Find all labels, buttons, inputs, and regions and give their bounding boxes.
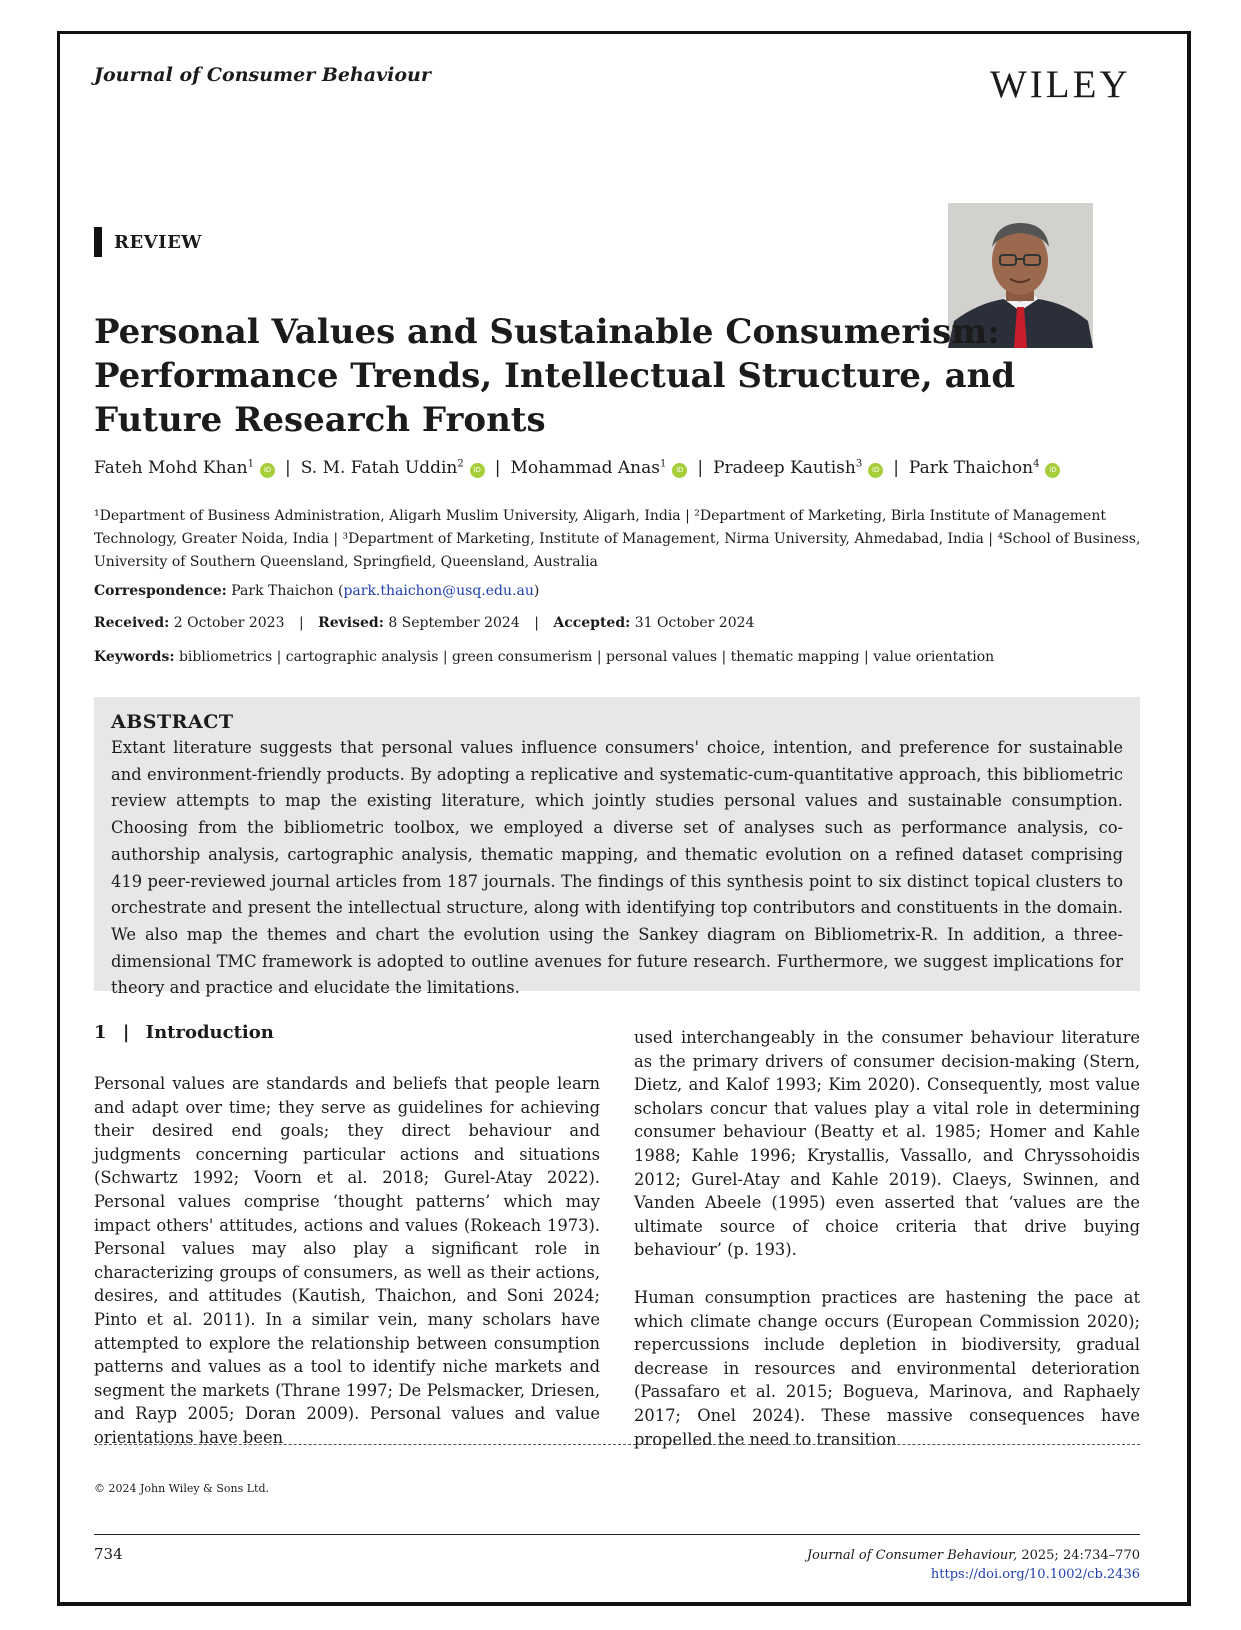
orcid-icon[interactable]: iD — [260, 463, 275, 478]
author-5-name[interactable]: Park Thaichon — [908, 458, 1034, 478]
correspondence-name: Park Thaichon — [231, 583, 334, 599]
accepted-label: Accepted: — [553, 615, 631, 631]
citation-volume: 2025; 24:734–770 — [1021, 1548, 1140, 1563]
keywords-label: Keywords: — [94, 649, 175, 665]
abstract-box — [94, 697, 1140, 998]
author-1-affiliation: 1 — [247, 458, 255, 470]
page-number: 734 — [94, 1545, 123, 1563]
orcid-icon[interactable]: iD — [1045, 463, 1060, 478]
keywords-line — [94, 649, 994, 665]
author-1 — [94, 458, 275, 478]
doi-link[interactable]: https://doi.org/10.1002/cb.2436 — [930, 1567, 1140, 1582]
footer-divider — [94, 1534, 1140, 1535]
article-type-bar — [94, 227, 102, 257]
article-type-tag — [94, 227, 202, 257]
author-4-name[interactable]: Pradeep Kautish — [713, 458, 856, 478]
body-paragraph: Human consumption practices are hastening the pace at which climate change occurs (European Commission 2020); repercussions include depletion in biodiversity, gradual decrease in resources and environmental deterioration (Passafaro et al. 2015; Bogueva, Marinova, and Raphaely 2017; Onel 2024). These massive consequences have propelled the need to transition — [634, 1287, 1140, 1449]
affiliations: ¹Department of Business Administration, Aligarh Muslim University, Aligarh, India | ²Department of Marketing, Birla Institute of Management Technology, Greater Noida, India | ³Department of Marketing, Institute of Management, Nirma University, Ahmedabad, India | ⁴School of Business, University of Southern Queensland, Springfield, Queensland, Australia — [94, 508, 1141, 570]
author-3 — [511, 458, 688, 478]
abstract-text: Extant literature suggests that personal values influence consumers' choice, intention, and preference for sustainable and environment-friendly products. By adopting a replicative and systematic-cum-quantitative approach, this bibliometric review attempts to map the existing literature, which jointly studies personal values and sustainable consumption. Choosing from the bibliometric toolbox, we employed a diverse set of analyses such as performance analysis, co-authorship analysis, cartographic analysis, thematic mapping, and thematic evolution on a refined dataset comprising 419 peer-reviewed journal articles from 187 journals. The findings of this synthesis point to six distinct topical clusters to orchestrate and present the intellectual structure, along with identifying top contributors and constituents in the domain. We also map the themes and chart the evolution using the Sankey diagram on Bibliometrix-R. In addition, a three-dimensional TMC framework is adopted to outline avenues for future research. Furthermore, we suggest implications for theory and practice and elucidate the limitations. — [111, 738, 1123, 998]
journal-citation — [807, 1546, 1140, 1565]
orcid-icon[interactable]: iD — [868, 463, 883, 478]
body-paragraph: used interchangeably in the consumer behaviour literature as the primary drivers of consumer decision-making (Stern, Dietz, and Kalof 1993; Kim 2020). Consequently, most value scholars concur that values play a vital role in determining consumer behaviour (Beatty et al. 1985; Homer and Kahle 1988; Kahle 1996; Krystallis, Vassallo, and Chryssohoidis 2012; Gurel-Atay and Kahle 2019). Claeys, Swinnen, and Vanden Abeele (1995) even asserted that ‘values are the ultimate source of choice criteria that drive buying behaviour’ (p. 193). — [634, 1028, 1140, 1260]
author-3-affiliation: 1 — [659, 458, 667, 470]
section-number: 1 — [94, 1022, 107, 1043]
author-5 — [909, 458, 1061, 478]
received-date: 2 October 2023 — [173, 615, 285, 631]
revised-label: Revised: — [318, 615, 384, 631]
footnote-divider — [94, 1444, 1140, 1445]
author-2-affiliation: 2 — [457, 458, 464, 470]
abstract-heading: ABSTRACT — [111, 711, 234, 733]
keywords-text: bibliometrics | cartographic analysis | green consumerism | personal values | thematic mapping | value orientation — [178, 649, 995, 665]
section-title: Introduction — [145, 1022, 274, 1043]
orcid-icon[interactable]: iD — [672, 463, 687, 478]
article-type-label: REVIEW — [114, 231, 202, 253]
author-2 — [301, 458, 485, 478]
orcid-icon[interactable]: iD — [470, 463, 485, 478]
citation-block — [807, 1546, 1140, 1584]
author-4 — [713, 458, 883, 478]
journal-title: Journal of Consumer Behaviour — [94, 64, 431, 86]
body-paragraph: Personal values are standards and beliefs that people learn and adapt over time; they serve as guidelines for achieving their desired end goals; they direct behaviour and judgments concerning particular actions and situations (Schwartz 1992; Voorn et al. 2018; Gurel-Atay 2022). Personal values comprise ‘thought patterns’ which may impact others' attitudes, actions and values (Rokeach 1973). Personal values may also play a significant role in characterizing groups of consumers, as well as their actions, desires, and attitudes (Kautish, Thaichon, and Soni 2024; Pinto et al. 2011). In a similar vein, many scholars have attempted to explore the relationship between consumption patterns and values as a tool to identify niche markets and segment the markets (Thrane 1997; De Pelsmacker, Driesen, and Rayp 2005; Doran 2009). Personal values and value orientations have been — [94, 1074, 600, 1447]
accepted-date: 31 October 2024 — [634, 615, 755, 631]
correspondence-line: Correspondence: Park Thaichon (park.thaichon@usq.edu.au) — [94, 583, 540, 599]
section-heading: 1 | Introduction — [94, 1022, 274, 1043]
author-1-name[interactable]: Fateh Mohd Khan — [94, 458, 248, 478]
correspondence-email-link[interactable]: park.thaichon@usq.edu.au — [343, 583, 534, 599]
paper-title: Personal Values and Sustainable Consumerism: Performance Trends, Intellectual Structure, and Future Research Fronts — [94, 312, 1016, 440]
author-list: Fateh Mohd Khan$^1$iD | S. M. Fatah Uddin$^2$iD | Mohammad Anas$^1$iD | Pradeep Kautish$^3$iD | Park Thaichon$^4$iD — [94, 458, 1060, 478]
author-4-affiliation: 3 — [855, 458, 863, 470]
copyright-notice: © 2024 John Wiley & Sons Ltd. — [94, 1482, 269, 1495]
correspondence-label: Correspondence: — [94, 583, 227, 599]
author-2-name[interactable]: S. M. Fatah Uddin — [300, 458, 458, 478]
author-3-name[interactable]: Mohammad Anas — [510, 458, 660, 478]
right-column — [634, 1026, 1140, 1451]
publisher-logo: WILEY — [990, 63, 1131, 106]
left-column — [94, 1072, 600, 1450]
author-5-affiliation: 4 — [1033, 458, 1040, 470]
citation-journal: Journal of Consumer Behaviour, — [806, 1548, 1018, 1563]
dates-line: Received: 2 October 2023 | Revised: 8 September 2024 | Accepted: 31 October 2024 — [94, 615, 755, 631]
revised-date: 8 September 2024 — [388, 615, 520, 631]
received-label: Received: — [94, 615, 170, 631]
